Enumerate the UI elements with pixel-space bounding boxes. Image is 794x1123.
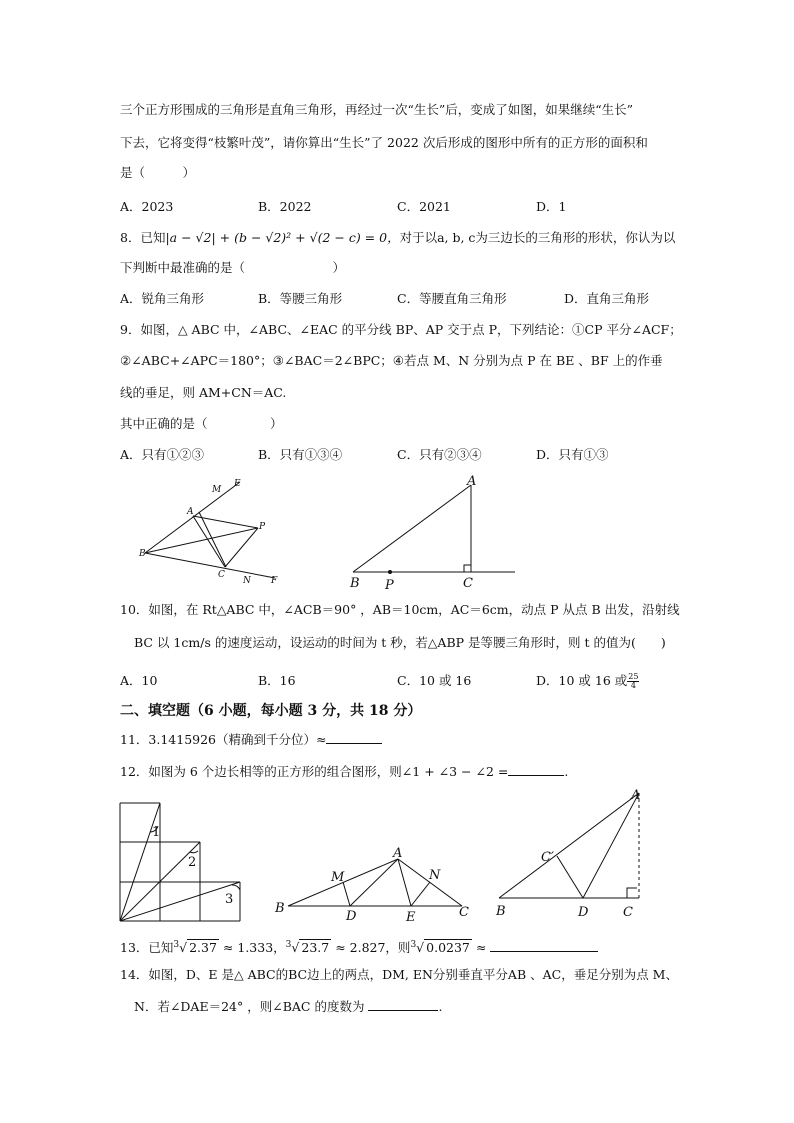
fig9-label-c: C: [218, 570, 225, 580]
fig15-label-a: A: [631, 788, 641, 803]
fig12-angle-3: 3: [225, 892, 234, 907]
fig9-label-n: N: [243, 576, 251, 586]
q8-prefix: 8．已知: [120, 230, 166, 245]
q14-line2: [134, 998, 442, 1016]
q13-answer-blank[interactable]: [490, 939, 598, 952]
q8-option-a: A．锐角三角形: [120, 291, 205, 306]
q12-text: 12．如图为 6 个边长相等的正方形的组合图形，则∠1 + ∠3 − ∠2 =: [120, 764, 509, 779]
q9-line2: ②∠ABC+∠APC＝180°；③∠BAC＝2∠BPC；④若点 M、N 分别为点 P 在 BE 、BF 上的作垂: [120, 353, 663, 368]
q9-option-c: C．只有②③④: [397, 447, 482, 462]
q14-answer-blank[interactable]: [368, 998, 438, 1011]
q8-option-c: C．等腰直角三角形: [397, 291, 507, 306]
q7-line3: 是（ ）: [120, 165, 196, 180]
q10-option-a: A．10: [120, 673, 158, 688]
q10-option-d: [536, 672, 639, 690]
fig14-label-c: C: [459, 905, 469, 920]
q8-line2: 下判断中最准确的是（ ）: [120, 260, 346, 275]
q10-figure: [345, 470, 525, 593]
q13-value-3: ≈: [471, 940, 487, 955]
fig15-label-b: B: [496, 904, 506, 919]
q11-text: 11．3.1415926（精确到千分位）≈: [120, 732, 327, 747]
q7-option-c: C．2021: [397, 199, 451, 214]
fig15-label-c-prime: C′: [541, 850, 554, 865]
fig10-label-c: C: [463, 576, 473, 591]
fig9-label-f: F: [271, 576, 278, 586]
q7-line2: 下去，它将变得“枝繁叶茂”，请你算出“生长”了 2022 次后形成的图形中所有的正方形的面积和: [120, 135, 648, 150]
q10-line2: BC 以 1cm/s 的速度运动，设运动的时间为 t 秒，若△ABP 是等腰三角形时，则 t 的值为( ): [134, 635, 666, 650]
fig10-label-a: A: [467, 474, 477, 489]
q10-fraction: [627, 673, 639, 690]
fig9-label-m: M: [212, 485, 222, 495]
q8-option-d: D．直角三角形: [564, 291, 650, 306]
q10-option-c: C．10 或 16: [397, 673, 472, 688]
q13-value-1: ≈ 1.333，: [218, 940, 286, 955]
q9-figure: [135, 475, 295, 590]
q9-line1: 9．如图，△ ABC 中，∠ABC、∠EAC 的平分线 BP、AP 交于点 P，下列结论：①CP 平分∠ACF；: [120, 322, 682, 337]
q9-option-d: D．只有①③: [536, 447, 609, 462]
q10-option-d-text: D．10 或 16 或: [536, 673, 628, 688]
q12-end: .: [564, 764, 569, 779]
q7-option-b: B．2022: [258, 199, 312, 214]
q10-fraction-num: 25: [628, 672, 639, 681]
q14-figure: [270, 842, 480, 927]
q13-value-2: ≈ 2.827，则: [331, 940, 411, 955]
q7-line1: 三个正方形围成的三角形是直角三角形，再经过一次“生长”后，变成了如图，如果继续“生长”: [120, 102, 634, 117]
q8-line1: [120, 229, 675, 247]
q11-answer-blank[interactable]: [326, 731, 382, 744]
fig9-label-e: E: [234, 479, 241, 489]
section2-title: 二、填空题（6 小题，每小题 3 分，共 18 分）: [120, 703, 422, 719]
fig9-label-a: A: [187, 507, 194, 517]
q14-end: .: [438, 999, 443, 1014]
q14-line1: 14．如图，D、E 是△ ABC的BC边上的两点，DM, EN分别垂直平分AB 、AC，垂足分别为点 M、: [120, 967, 678, 982]
fig9-label-p: P: [259, 522, 266, 532]
cube-root-index-1: 3: [173, 940, 180, 950]
fig14-label-e: E: [406, 910, 416, 925]
point-p-dot: [388, 570, 392, 574]
cube-root-index-3: 3: [410, 940, 417, 950]
q10-fraction-den: 4: [630, 681, 636, 690]
q7-option-a: A．2023: [120, 199, 174, 214]
q13-radicand-1: 2.37: [189, 940, 217, 955]
q9-option-b: B．只有①③④: [258, 447, 343, 462]
q13-prefix: 13．已知: [120, 940, 174, 955]
q11-line: [120, 731, 382, 749]
fig14-label-a: A: [393, 846, 403, 861]
fig9-label-b: B: [139, 549, 146, 559]
q8-option-b: B．等腰三角形: [258, 291, 343, 306]
q9-line4: 其中正确的是（ ）: [120, 416, 283, 431]
fig14-label-d: D: [346, 909, 357, 924]
q13-radicand-3: 0.0237: [426, 940, 470, 955]
q12-figure: [115, 798, 245, 926]
q14-line2-text: N．若∠DAE＝24° ，则∠BAC 的度数为: [134, 999, 365, 1014]
fig10-label-b: B: [350, 576, 360, 591]
fig12-angle-2: 2: [188, 855, 197, 870]
q8-expression: |a − √2| + (b − √2)² + √(2 − c) = 0，: [165, 230, 400, 245]
cube-root-index-2: 3: [285, 940, 292, 950]
q13-radicand-2: 23.7: [301, 940, 330, 955]
fig14-label-b: B: [275, 901, 285, 916]
fig15-label-d: D: [578, 905, 589, 920]
q7-option-d: D．1: [536, 199, 567, 214]
q9-line3: 线的垂足，则 AM+CN＝AC.: [120, 385, 287, 400]
fig10-label-p: P: [385, 578, 394, 593]
q13-line: 13．已知$^3$√ 2.37 ≈ 1.333，$^3$√ 23.7 ≈ 2.827，则$^3$√ 0.0237 ≈: [120, 936, 598, 957]
q9-option-a: A．只有①②③: [120, 447, 205, 462]
q10-line1: 10．如图，在 Rt△ABC 中，∠ACB＝90° ，AB＝10cm，AC＝6cm，动点 P 从点 B 出发，沿射线: [120, 602, 680, 617]
q12-line: [120, 763, 568, 781]
fig14-label-n: N: [429, 868, 441, 883]
fig15-label-c: C: [623, 905, 633, 920]
q10-option-b: B．16: [258, 673, 296, 688]
q8-suffix: 对于以a, b, c为三边长的三角形的形状，你认为以: [399, 230, 676, 245]
q15-figure: [490, 786, 650, 926]
fig12-angle-1: 1: [152, 825, 161, 840]
q12-answer-blank[interactable]: [508, 763, 564, 776]
fig14-label-m: M: [331, 870, 345, 885]
